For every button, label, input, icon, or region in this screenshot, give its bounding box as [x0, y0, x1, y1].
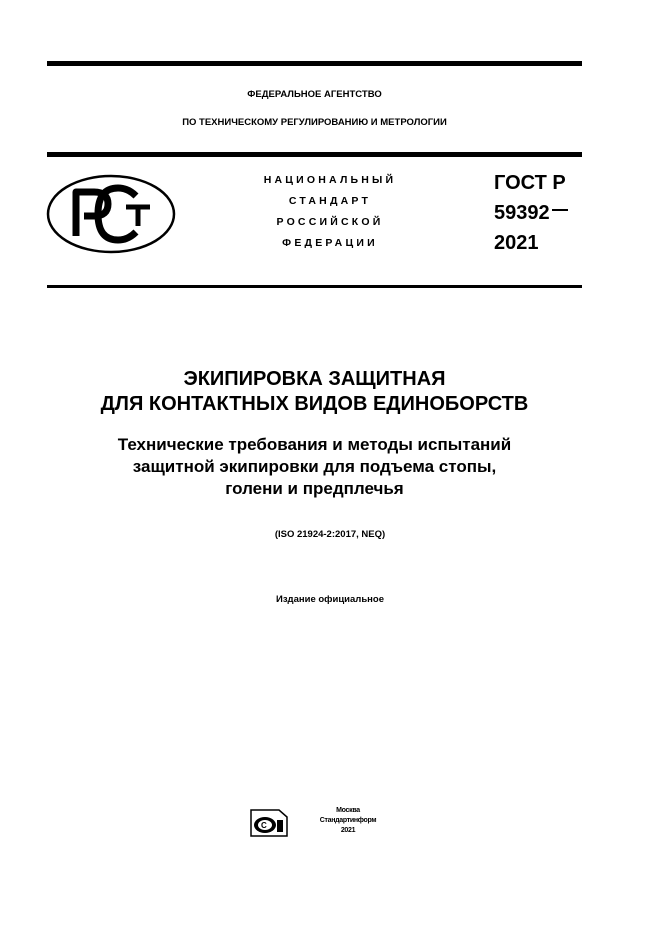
title-line-2: ДЛЯ КОНТАКТНЫХ ВИДОВ ЕДИНОБОРСТВ [100, 393, 529, 415]
document-title [47, 367, 582, 417]
subtitle-line-3: голени и предплечья [225, 479, 404, 498]
gost-designation [494, 168, 568, 258]
agency-line-1: ФЕДЕРАЛЬНОЕ АГЕНТСТВО [247, 89, 382, 100]
top-rule [47, 61, 582, 66]
national-line-3: РОССИЙСКОЙ [276, 216, 384, 228]
national-line-1: НАЦИОНАЛЬНЫЙ [263, 174, 397, 186]
publisher-year: 2021 [340, 827, 356, 834]
national-line-4: ФЕДЕРАЦИИ [282, 237, 378, 249]
subtitle-line-1: Технические требования и методы испытаний [117, 435, 512, 454]
publisher-name: Стандартинформ [319, 817, 377, 824]
standartinform-logo-icon [249, 808, 289, 838]
gost-year: 2021 [494, 232, 539, 254]
gost-label: ГОСТ Р [494, 172, 566, 194]
middle-rule [47, 152, 582, 157]
gost-dash [552, 209, 568, 211]
publisher-city: Москва [336, 807, 360, 814]
gost-number-row [494, 198, 568, 228]
document-subtitle [47, 434, 582, 500]
agency-line-2: ПО ТЕХНИЧЕСКОМУ РЕГУЛИРОВАНИЮ И МЕТРОЛОГИИ [182, 117, 447, 128]
rst-certification-mark-icon [46, 174, 176, 254]
national-line-2: СТАНДАРТ [288, 195, 372, 207]
edition-note: Издание официальное [276, 594, 384, 605]
national-standard-label [215, 170, 445, 254]
subtitle-line-2: защитной экипировки для подъема стопы, [132, 457, 497, 476]
title-line-1: ЭКИПИРОВКА ЗАЩИТНАЯ [183, 368, 446, 390]
publisher-info [310, 806, 386, 836]
iso-reference: (ISO 21924-2:2017, NEQ) [274, 529, 386, 540]
bottom-rule [47, 285, 582, 288]
svg-text:C: C [261, 821, 267, 830]
gost-number: 59392 [494, 202, 550, 224]
